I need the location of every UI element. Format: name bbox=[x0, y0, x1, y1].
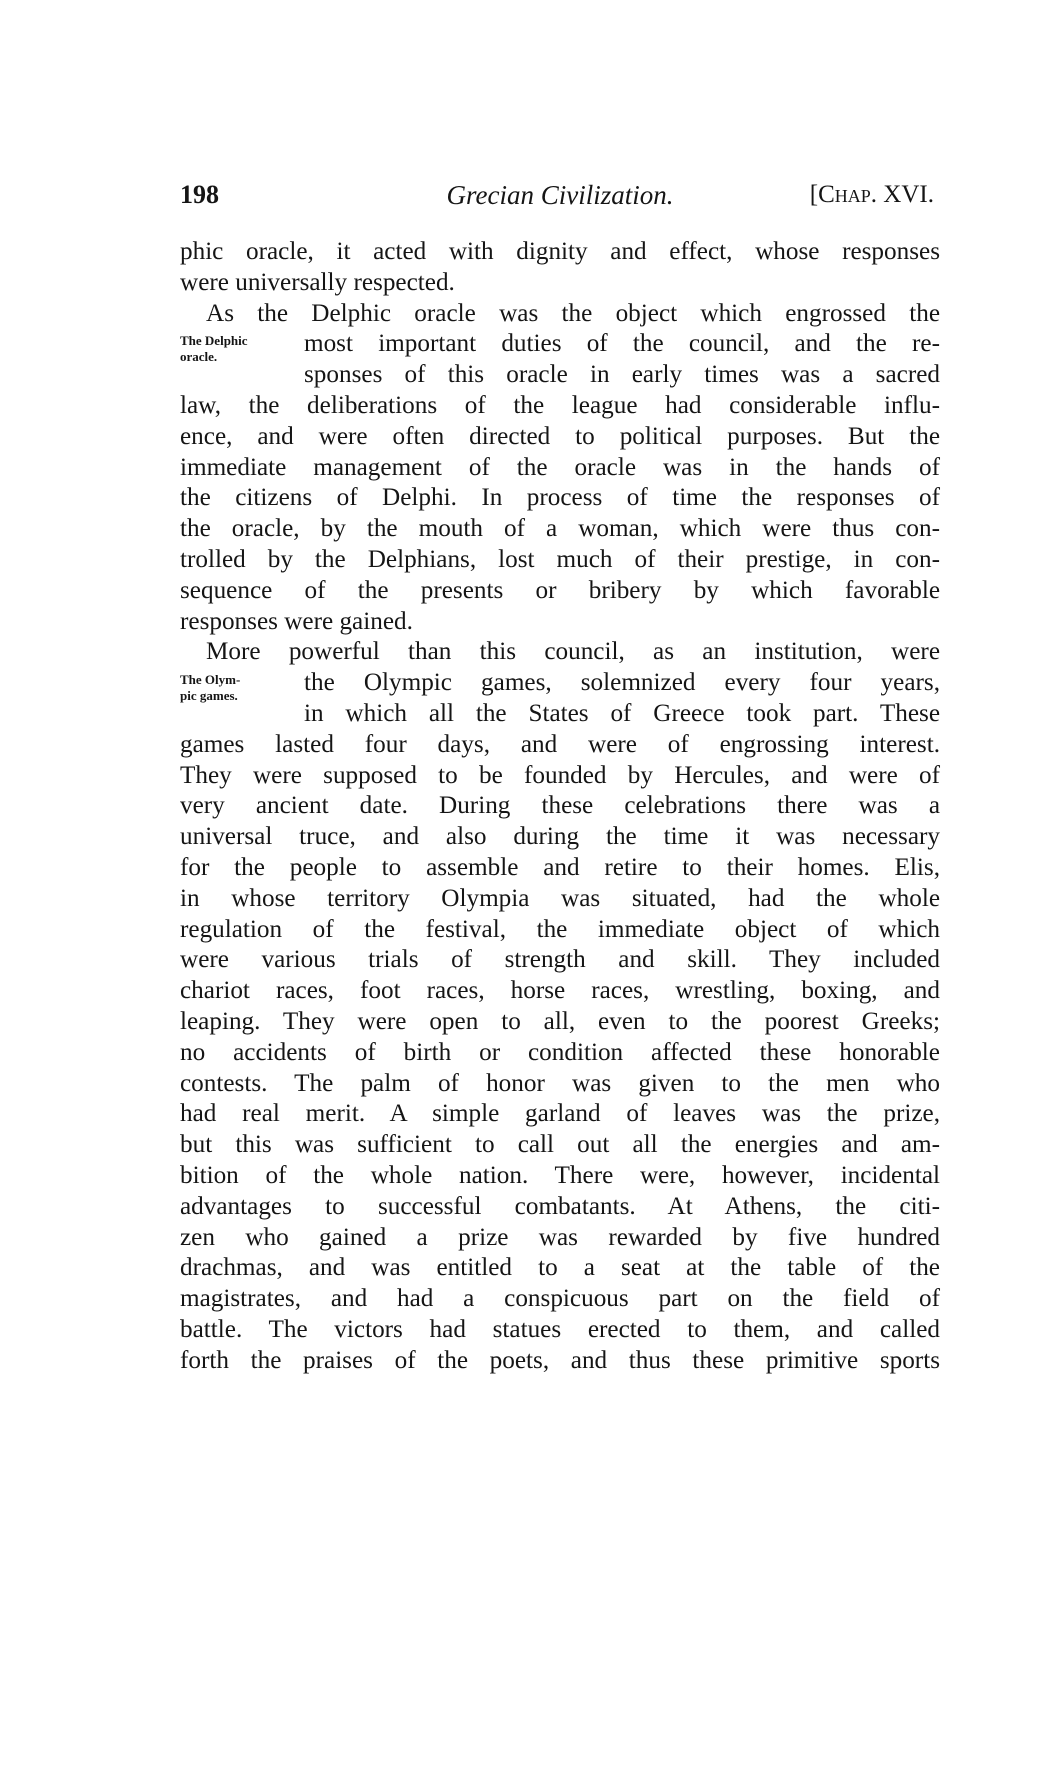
margin-note-olympic bbox=[180, 672, 240, 704]
page-body bbox=[180, 237, 940, 1376]
text-line: chariot races, foot races, horse races, wrestling, boxing, and bbox=[180, 977, 940, 1005]
text-line: advantages to successful combatants. At Athens, the citi- bbox=[180, 1192, 940, 1220]
page-number: 198 bbox=[180, 180, 219, 209]
text-line: responses were gained. bbox=[180, 607, 413, 635]
text-line: zen who gained a prize was rewarded by five hundred bbox=[180, 1223, 940, 1251]
text-line: phic oracle, it acted with dignity and effect, whose responses bbox=[180, 238, 940, 265]
text-line: universal truce, and also during the time it was necessary bbox=[180, 823, 940, 851]
text-line: in whose territory Olympia was situated, had the whole bbox=[180, 884, 940, 912]
text-line: the oracle, by the mouth of a woman, which were thus con- bbox=[180, 515, 940, 543]
margin-note-line: pic games. bbox=[180, 688, 238, 703]
text-line: They were supposed to be founded by Hercules, and were of bbox=[180, 761, 940, 789]
text-line: for the people to assemble and retire to their homes. Elis, bbox=[180, 853, 940, 881]
text-line: contests. The palm of honor was given to the men who bbox=[180, 1069, 940, 1097]
text-line: battle. The victors had statues erected to them, and called bbox=[180, 1315, 940, 1343]
text-line: trolled by the Delphians, lost much of their prestige, in con- bbox=[180, 545, 940, 573]
text-line: law, the deliberations of the league had considerable influ- bbox=[180, 391, 940, 419]
text-line: As the Delphic oracle was the object which engrossed the bbox=[206, 299, 940, 327]
text-line: drachmas, and was entitled to a seat at the table of the bbox=[180, 1254, 940, 1282]
margin-note-line: The Delphic bbox=[180, 333, 248, 348]
text-line: were universally respected. bbox=[180, 268, 455, 296]
text-line: had real merit. A simple garland of leaves was the prize, bbox=[180, 1100, 940, 1128]
chapter-label: [Chap. XVI. bbox=[809, 181, 934, 208]
text-line: bition of the whole nation. There were, however, incidental bbox=[180, 1161, 940, 1189]
text-line: sponses of this oracle in early times was a sacred bbox=[304, 361, 940, 389]
text-line: ence, and were often directed to political purposes. But the bbox=[180, 422, 940, 450]
text-line: regulation of the festival, the immediate object of which bbox=[180, 915, 940, 943]
text-line: in which all the States of Greece took part. These bbox=[304, 699, 940, 727]
text-line: very ancient date. During these celebrations there was a bbox=[180, 792, 940, 820]
text-line: the citizens of Delphi. In process of time the responses of bbox=[180, 484, 940, 512]
text-line: most important duties of the council, and the re- bbox=[304, 330, 940, 358]
text-line: forth the praises of the poets, and thus these primitive sports bbox=[180, 1346, 940, 1374]
margin-note-line: The Olym- bbox=[180, 672, 241, 687]
text-line: More powerful than this council, as an institution, were bbox=[206, 638, 940, 666]
text-line: but this was sufficient to call out all the energies and am- bbox=[180, 1131, 940, 1159]
running-title: Grecian Civilization. bbox=[446, 180, 674, 210]
text-line: the Olympic games, solemnized every four years, bbox=[304, 669, 940, 697]
text-line: were various trials of strength and skill. They included bbox=[180, 946, 940, 974]
text-line: immediate management of the oracle was in the hands of bbox=[180, 453, 940, 481]
text-line: sequence of the presents or bribery by which favorable bbox=[180, 576, 940, 604]
text-line: magistrates, and had a conspicuous part on the field of bbox=[180, 1285, 940, 1313]
text-line: no accidents of birth or condition affected these honorable bbox=[180, 1038, 940, 1066]
text-line: leaping. They were open to all, even to the poorest Greeks; bbox=[180, 1007, 940, 1035]
margin-note-delphic bbox=[180, 333, 248, 365]
text-line: games lasted four days, and were of engrossing interest. bbox=[180, 730, 940, 758]
margin-note-line: oracle. bbox=[180, 349, 218, 364]
running-header bbox=[180, 178, 940, 212]
